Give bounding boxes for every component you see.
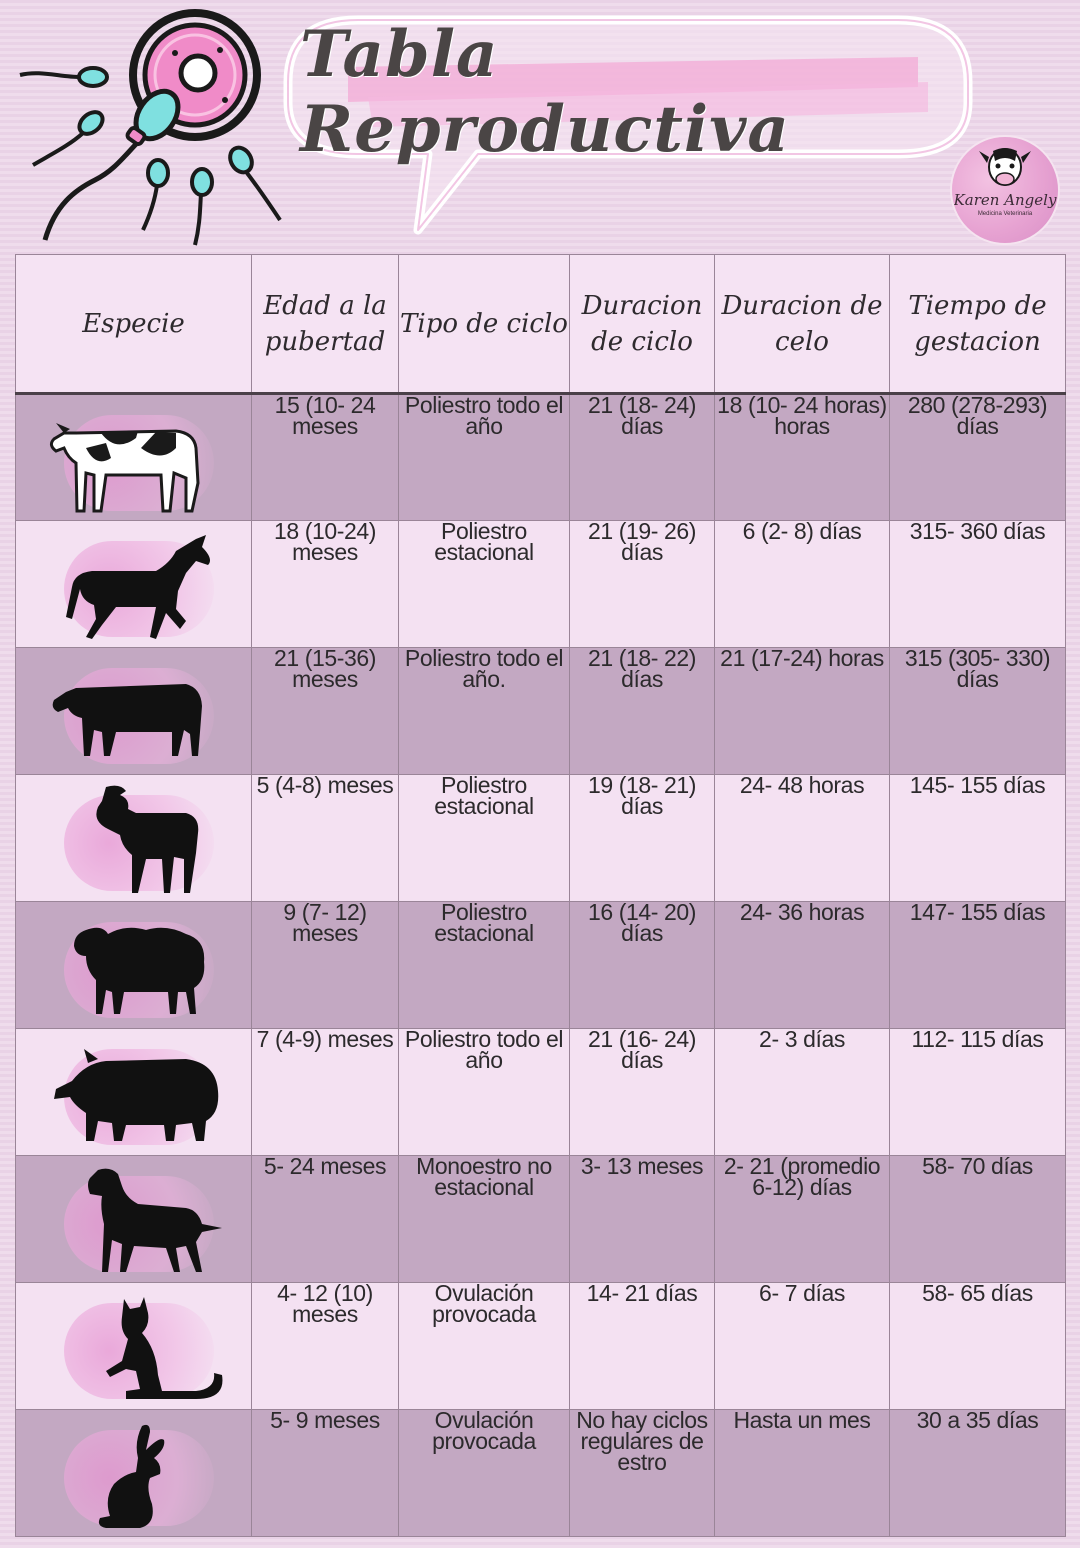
cell-tipo-ciclo: Monoestro no estacional — [399, 1156, 570, 1283]
cell-duracion-celo: 24- 48 horas — [715, 775, 890, 902]
brand-logo — [952, 137, 1058, 243]
table-row — [16, 648, 1066, 775]
page-header — [0, 0, 1080, 250]
cell-duracion-celo: Hasta un mes — [715, 1410, 890, 1537]
cell-tipo-ciclo: Ovulación provocada — [399, 1283, 570, 1410]
pig-icon — [46, 1037, 226, 1147]
species-cell — [16, 775, 252, 902]
cell-pubertad: 7 (4-9) meses — [252, 1029, 399, 1156]
cell-pubertad: 5- 24 meses — [252, 1156, 399, 1283]
cell-duracion-celo: 2- 21 (promedio 6-12) días — [715, 1156, 890, 1283]
species-cell — [16, 1283, 252, 1410]
cell-duracion-celo: 2- 3 días — [715, 1029, 890, 1156]
cell-tipo-ciclo: Poliestro todo el año — [399, 394, 570, 521]
header-tipo-ciclo: Tipo de ciclo — [399, 255, 570, 394]
cell-gestacion: 315- 360 días — [890, 521, 1066, 648]
cell-duracion-ciclo: 21 (16- 24) días — [570, 1029, 715, 1156]
reproductive-table-container — [15, 254, 1065, 1537]
cell-duracion-celo: 6- 7 días — [715, 1283, 890, 1410]
cell-duracion-celo: 24- 36 horas — [715, 902, 890, 1029]
logo-name: Karen Angely — [953, 191, 1057, 209]
cow-logo-icon — [975, 145, 1035, 193]
cell-duracion-ciclo: No hay ciclos regulares de estro — [570, 1410, 715, 1537]
cell-gestacion: 112- 115 días — [890, 1029, 1066, 1156]
cat-icon — [46, 1291, 226, 1406]
rabbit-icon — [46, 1418, 226, 1533]
cell-pubertad: 21 (15-36) meses — [252, 648, 399, 775]
table-row — [16, 394, 1066, 521]
species-cell — [16, 1410, 252, 1537]
table-row — [16, 1410, 1066, 1537]
cell-gestacion: 280 (278-293) días — [890, 394, 1066, 521]
dairy-cow-icon — [46, 403, 216, 513]
header-duracion-ciclo: Duracion de ciclo — [570, 255, 715, 394]
cell-gestacion: 58- 65 días — [890, 1283, 1066, 1410]
cell-duracion-ciclo: 16 (14- 20) días — [570, 902, 715, 1029]
cell-gestacion: 145- 155 días — [890, 775, 1066, 902]
species-cell — [16, 521, 252, 648]
species-cell — [16, 648, 252, 775]
reproductive-table — [15, 254, 1066, 1537]
cell-tipo-ciclo: Ovulación provocada — [399, 1410, 570, 1537]
cell-duracion-ciclo: 21 (18- 22) días — [570, 648, 715, 775]
page-title: Tabla Reproductiva — [300, 17, 790, 167]
sheep-icon — [46, 910, 216, 1020]
cell-tipo-ciclo: Poliestro estacional — [399, 521, 570, 648]
cell-duracion-ciclo: 14- 21 días — [570, 1283, 715, 1410]
cell-duracion-celo: 18 (10- 24 horas) horas — [715, 394, 890, 521]
cell-duracion-celo: 21 (17-24) horas — [715, 648, 890, 775]
egg-nucleus — [181, 56, 215, 90]
table-row — [16, 1283, 1066, 1410]
table-row — [16, 1029, 1066, 1156]
cell-gestacion: 30 a 35 días — [890, 1410, 1066, 1537]
cell-gestacion: 315 (305- 330) días — [890, 648, 1066, 775]
header-duracion-celo: Duracion de celo — [715, 255, 890, 394]
table-row — [16, 521, 1066, 648]
goat-icon — [46, 783, 216, 898]
sperm-egg-illustration — [15, 5, 290, 250]
table-header-row — [16, 255, 1066, 394]
header-edad-pubertad: Edad a la pubertad — [252, 255, 399, 394]
header-especie: Especie — [16, 255, 252, 394]
cell-gestacion: 58- 70 días — [890, 1156, 1066, 1283]
cell-pubertad: 4- 12 (10) meses — [252, 1283, 399, 1410]
cell-pubertad: 18 (10-24) meses — [252, 521, 399, 648]
cell-tipo-ciclo: Poliestro todo el año. — [399, 648, 570, 775]
dog-icon — [46, 1164, 226, 1279]
cell-gestacion: 147- 155 días — [890, 902, 1066, 1029]
cell-duracion-ciclo: 21 (19- 26) días — [570, 521, 715, 648]
cell-tipo-ciclo: Poliestro estacional — [399, 775, 570, 902]
header-tiempo-gestacion: Tiempo de gestacion — [890, 255, 1066, 394]
cell-pubertad: 5- 9 meses — [252, 1410, 399, 1537]
species-cell — [16, 1156, 252, 1283]
cell-duracion-ciclo: 21 (18- 24) días — [570, 394, 715, 521]
species-cell — [16, 1029, 252, 1156]
cattle-icon — [46, 656, 216, 766]
cell-duracion-celo: 6 (2- 8) días — [715, 521, 890, 648]
logo-subtitle: Medicina Veterinaria — [977, 211, 1033, 217]
cell-duracion-ciclo: 19 (18- 21) días — [570, 775, 715, 902]
cell-pubertad: 15 (10- 24 meses — [252, 394, 399, 521]
horse-icon — [46, 529, 216, 644]
species-cell — [16, 394, 252, 521]
cell-pubertad: 5 (4-8) meses — [252, 775, 399, 902]
cell-pubertad: 9 (7- 12) meses — [252, 902, 399, 1029]
table-row — [16, 1156, 1066, 1283]
table-row — [16, 775, 1066, 902]
species-cell — [16, 902, 252, 1029]
cell-tipo-ciclo: Poliestro estacional — [399, 902, 570, 1029]
cell-tipo-ciclo: Poliestro todo el año — [399, 1029, 570, 1156]
table-row — [16, 902, 1066, 1029]
cell-duracion-ciclo: 3- 13 meses — [570, 1156, 715, 1283]
